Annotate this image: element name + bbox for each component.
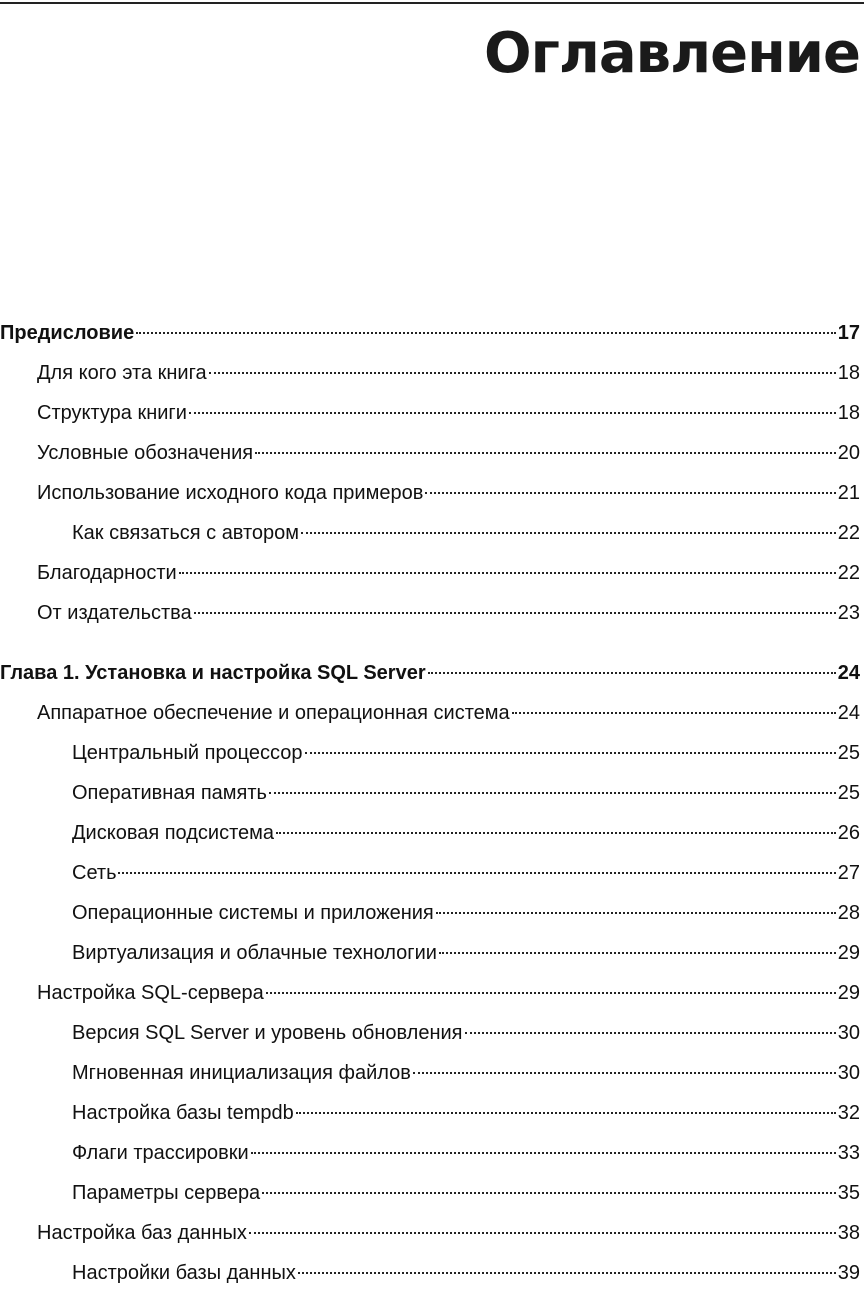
toc-leader-dots [439, 952, 836, 954]
toc-entry-label: Настройка баз данных [37, 1222, 247, 1244]
toc-leader-dots [249, 1232, 836, 1234]
toc-leader-dots [436, 912, 836, 914]
toc-entry-label: Виртуализация и облачные технологии [72, 942, 437, 964]
toc-leader-dots [413, 1072, 836, 1074]
toc-leader-dots [298, 1272, 836, 1274]
top-rule [0, 2, 864, 4]
toc-entry[interactable] [0, 1093, 860, 1133]
toc-leader-dots [301, 532, 836, 534]
toc-leader-dots [194, 612, 836, 614]
toc-entry-page-number: 30 [837, 1062, 860, 1084]
toc-entry-label: Структура книги [37, 402, 187, 424]
toc-leader-dots [118, 872, 835, 874]
toc-entry[interactable] [0, 693, 860, 733]
toc-entry-page-number: 21 [837, 482, 860, 504]
toc-entry[interactable] [0, 553, 860, 593]
toc-entry[interactable] [0, 1173, 860, 1213]
toc-entry-label: Настройка SQL-сервера [37, 982, 264, 1004]
toc-entry-label: Настройка базы tempdb [72, 1102, 294, 1124]
toc-entry[interactable] [0, 893, 860, 933]
toc-entry[interactable] [0, 513, 860, 553]
toc-entry-page-number: 18 [837, 402, 860, 424]
toc-entry[interactable] [0, 1053, 860, 1093]
toc-entry[interactable] [0, 593, 860, 633]
toc-leader-dots [269, 792, 836, 794]
toc-entry-label: Глава 1. Установка и настройка SQL Server [0, 662, 426, 684]
toc-entry-page-number: 25 [837, 742, 860, 764]
toc-entry[interactable] [0, 393, 860, 433]
toc-entry-label: Настройки базы данных [72, 1262, 296, 1284]
toc-entry[interactable] [0, 933, 860, 973]
toc-entry-page-number: 25 [837, 782, 860, 804]
toc-leader-dots [255, 452, 836, 454]
toc-entry-page-number: 30 [837, 1022, 860, 1044]
toc-entry-page-number: 29 [837, 942, 860, 964]
toc-entry-page-number: 32 [837, 1102, 860, 1124]
toc-entry-page-number: 17 [837, 322, 860, 344]
toc-entry-page-number: 24 [837, 662, 860, 684]
toc-entry-label: Мгновенная инициализация файлов [72, 1062, 411, 1084]
toc-entry-label: Сеть [72, 862, 117, 884]
toc-leader-dots [266, 992, 836, 994]
toc-leader-dots [425, 492, 835, 494]
toc-leader-dots [428, 672, 836, 674]
toc-entry-label: Благодарности [37, 562, 177, 584]
toc-leader-dots [465, 1032, 836, 1034]
toc-entry-label: Условные обозначения [37, 442, 254, 464]
toc-entry[interactable] [0, 973, 860, 1013]
toc-leader-dots [262, 1192, 836, 1194]
toc-entry[interactable] [0, 653, 860, 693]
toc-leader-dots [512, 712, 836, 714]
toc-entry[interactable] [0, 1253, 860, 1293]
toc-leader-dots [251, 1152, 836, 1154]
toc-entry-label: Параметры сервера [72, 1182, 261, 1204]
toc-entry-page-number: 22 [837, 522, 860, 544]
toc-entry-page-number: 20 [837, 442, 860, 464]
toc-entry-label: Дисковая подсистема [72, 822, 275, 844]
toc-leader-dots [179, 572, 836, 574]
toc-entry[interactable] [0, 773, 860, 813]
toc-entry[interactable] [0, 433, 860, 473]
toc-entry[interactable] [0, 853, 860, 893]
toc-entry-label: Версия SQL Server и уровень обновления [72, 1022, 463, 1044]
toc-entry-label: Как связаться с автором [72, 522, 300, 544]
toc-entry[interactable] [0, 473, 860, 513]
toc-entry[interactable] [0, 1133, 860, 1173]
toc-entry[interactable] [0, 733, 860, 773]
toc-leader-dots [276, 832, 836, 834]
toc-entry-page-number: 18 [837, 362, 860, 384]
toc-entry[interactable] [0, 353, 860, 393]
toc-entry[interactable] [0, 813, 860, 853]
toc-entry-label: Центральный процессор [72, 742, 303, 764]
toc-entry-label: Предисловие [0, 322, 135, 344]
toc-entry-page-number: 22 [837, 562, 860, 584]
toc-entry-page-number: 39 [837, 1262, 860, 1284]
toc-leader-dots [189, 412, 836, 414]
toc-entry-label: Операционные системы и приложения [72, 902, 434, 924]
toc-entry-page-number: 29 [837, 982, 860, 1004]
toc-entry-label: Аппаратное обеспечение и операционная система [37, 702, 510, 724]
toc-entry-label: Для кого эта книга [37, 362, 207, 384]
toc-leader-dots [305, 752, 836, 754]
toc-leader-dots [296, 1112, 836, 1114]
toc-entry-page-number: 23 [837, 602, 860, 624]
toc-entry-label: Использование исходного кода примеров [37, 482, 424, 504]
toc-entry[interactable] [0, 1013, 860, 1053]
table-of-contents [0, 313, 860, 1293]
toc-entry-label: От издательства [37, 602, 192, 624]
toc-entry-page-number: 26 [837, 822, 860, 844]
toc-entry-page-number: 28 [837, 902, 860, 924]
toc-entry[interactable] [0, 313, 860, 353]
toc-entry-page-number: 27 [837, 862, 860, 884]
toc-entry-label: Оперативная память [72, 782, 267, 804]
toc-entry-page-number: 35 [837, 1182, 860, 1204]
toc-entry-label: Флаги трассировки [72, 1142, 249, 1164]
toc-entry-page-number: 33 [837, 1142, 860, 1164]
toc-entry-page-number: 24 [837, 702, 860, 724]
toc-entry[interactable] [0, 1213, 860, 1253]
toc-entry-page-number: 38 [837, 1222, 860, 1244]
toc-leader-dots [136, 332, 836, 334]
page-title: Оглавление [483, 21, 860, 86]
toc-leader-dots [209, 372, 836, 374]
